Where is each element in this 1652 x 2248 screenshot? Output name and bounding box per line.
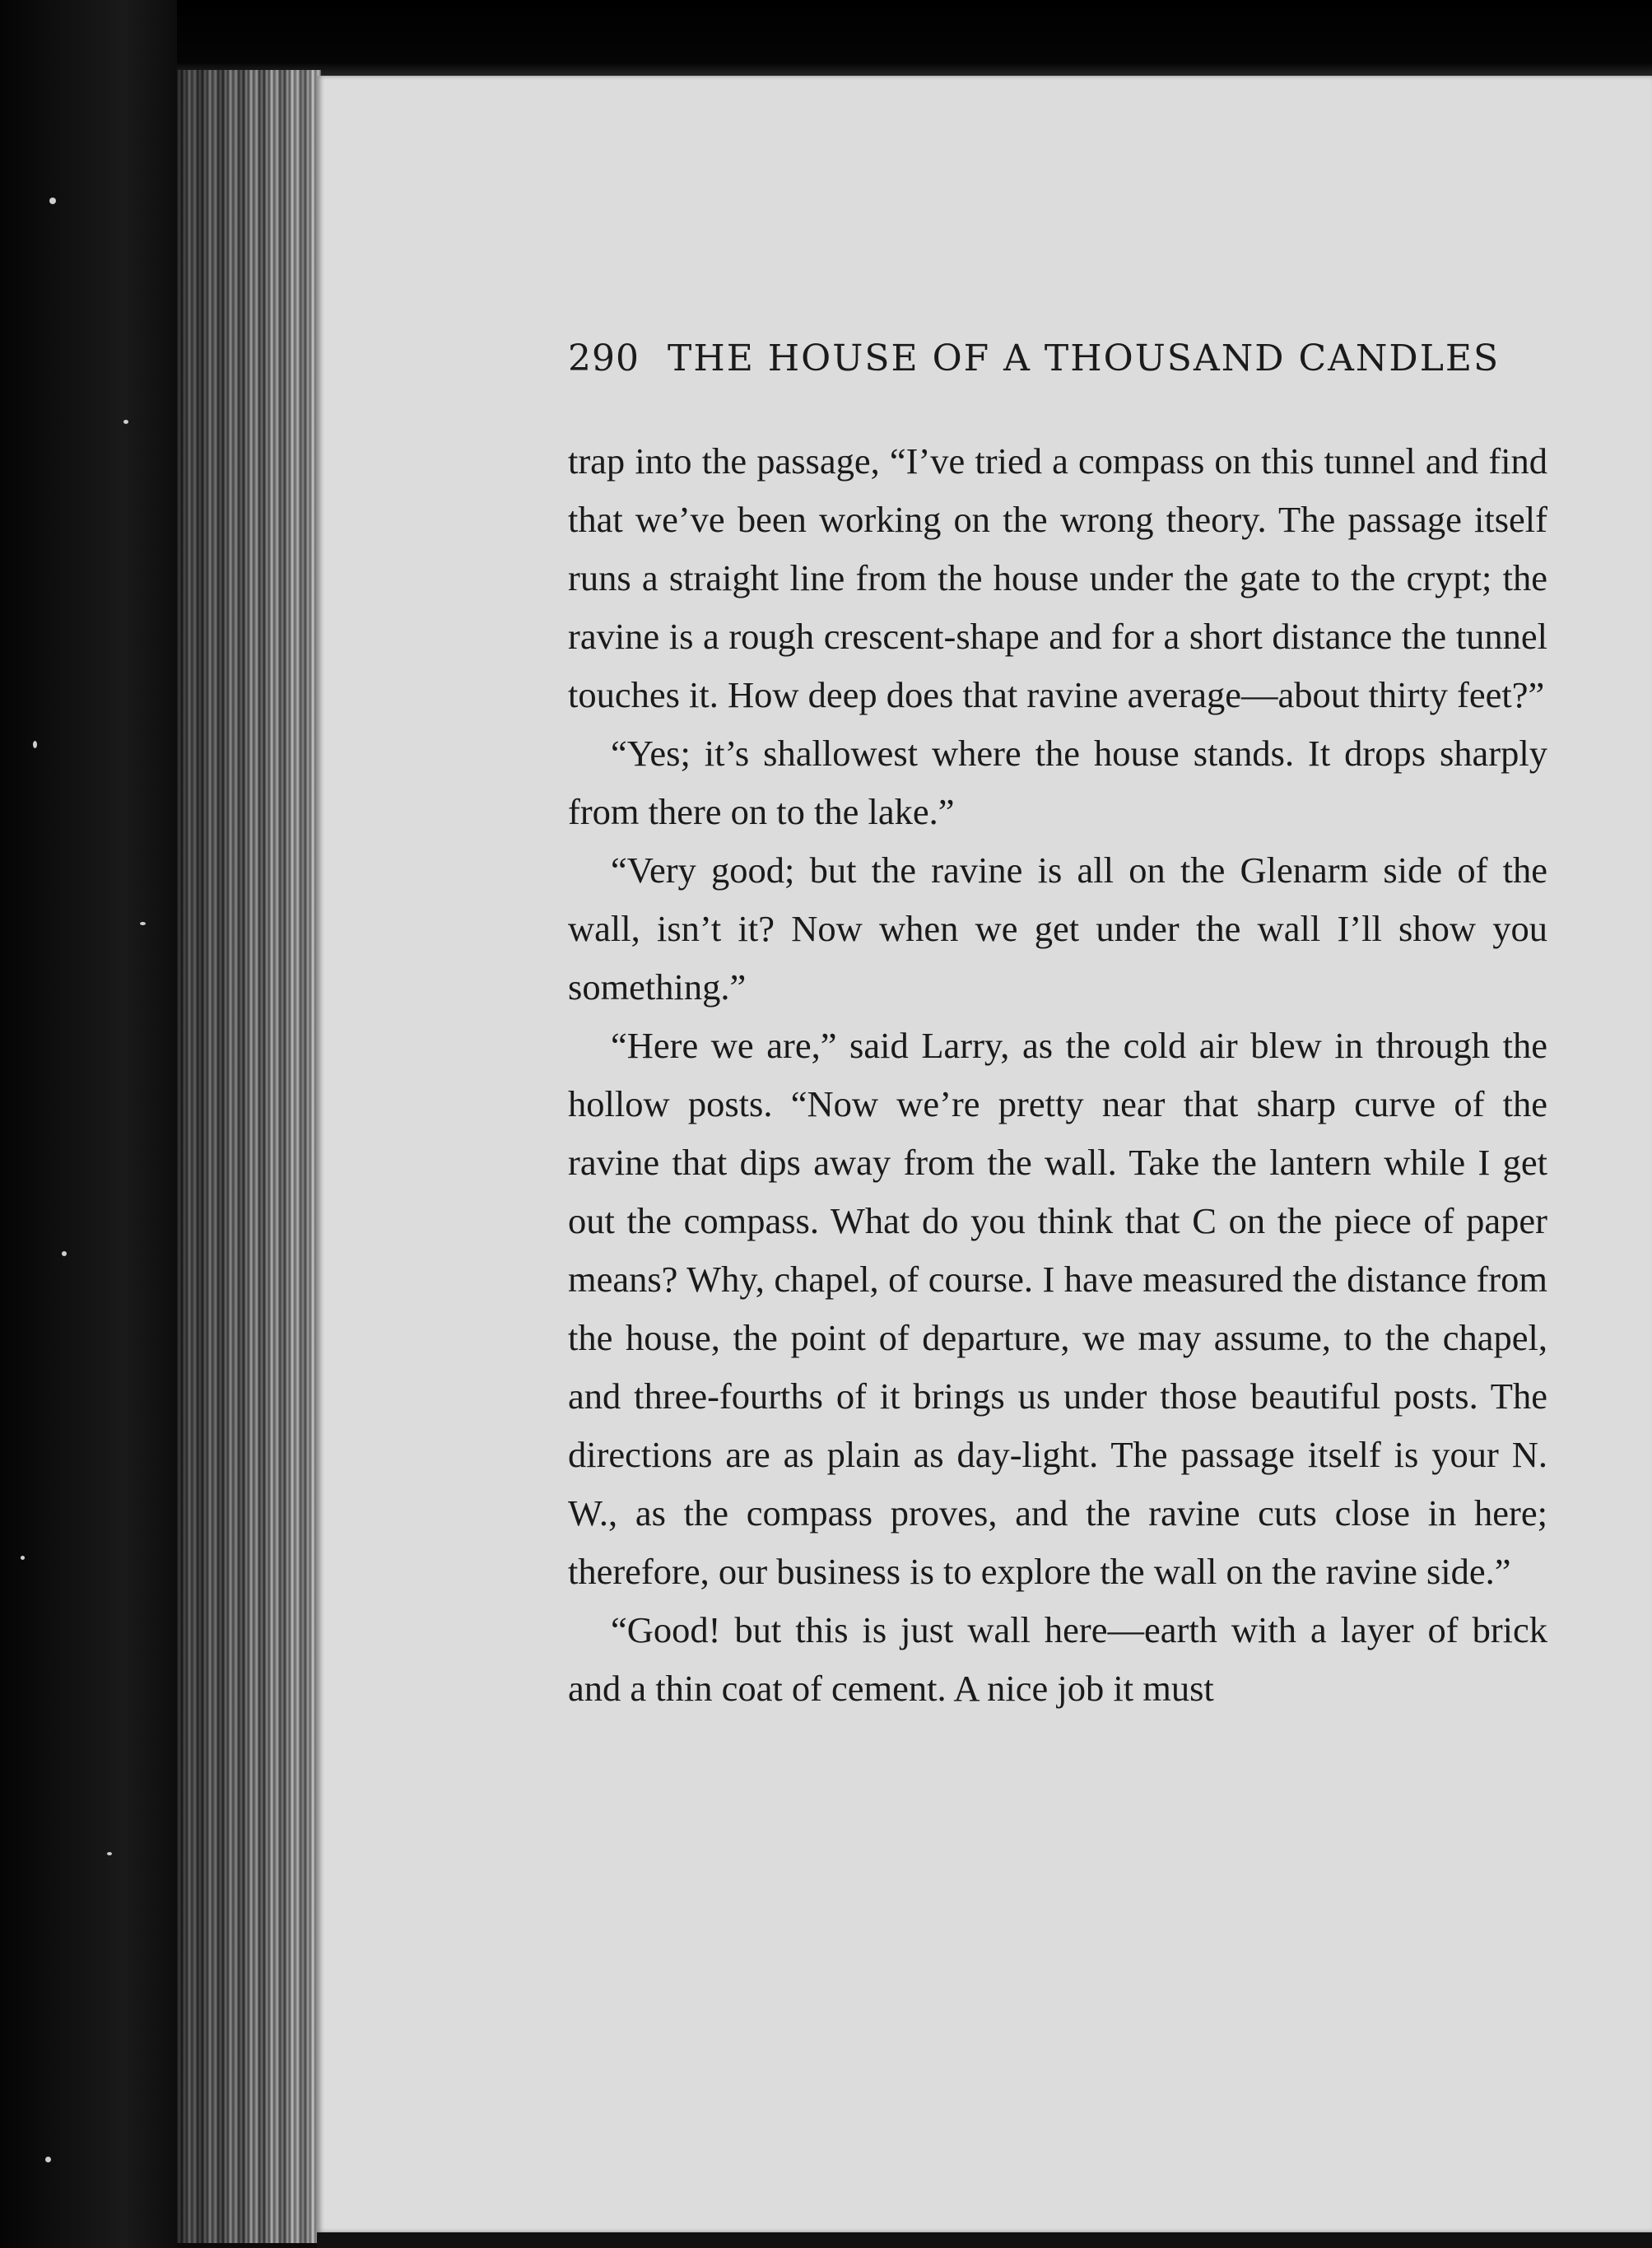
dust-speck <box>107 1852 112 1855</box>
paragraph: “Very good; but the ravine is all on the Glenarm side of the wall, isn’t it? Now when we get under the wall I’ll show you something.” <box>568 849 1547 1008</box>
paragraph: “Yes; it’s shallowest where the house stands. It drops sharply from there on to the lake.” <box>568 733 1547 832</box>
dust-speck <box>33 741 37 748</box>
dust-speck <box>140 922 146 925</box>
book-page-edges <box>177 70 321 2243</box>
dust-speck <box>45 2157 51 2162</box>
paragraph: trap into the passage, “I’ve tried a compass on this tunnel and find that we’ve been working on the wrong theory. The passage itself runs a straight line from the house under the gate to the crypt; the ravine is a rough crescent-shape and for a short distance the tunnel touches it. How deep does that ravine average—about thirty feet?” <box>568 440 1547 715</box>
dust-speck <box>49 198 56 204</box>
scan-left-margin <box>0 0 177 2248</box>
dust-speck <box>62 1251 67 1256</box>
body-text <box>568 432 1547 1718</box>
scan-bottom-border <box>317 2232 1652 2248</box>
running-head: THE HOUSE OF A THOUSAND CANDLES <box>667 337 1501 379</box>
dust-speck <box>123 420 128 424</box>
paragraph: “Here we are,” said Larry, as the cold air blew in through the hollow posts. “Now we’re pretty near that sharp curve of the ravine that dips away from the wall. Take the lantern while I get out the compass. What do you think that C on the piece of paper means? Why, chapel, of course. I have measured the distance from the house, the point of departure, we may assume, to the chapel, and three-fourths of it brings us under those beautiful posts. The directions are as plain as day-light. The passage itself is your N. W., as the compass proves, and the ravine cuts close in here; therefore, our business is to explore the wall on the ravine side.” <box>568 1025 1547 1592</box>
paragraph: “Good! but this is just wall here—earth with a layer of brick and a thin coat of cement. A nice job it must <box>568 1609 1547 1709</box>
scan-top-border <box>177 0 1652 78</box>
page-header <box>568 337 1547 379</box>
dust-speck <box>21 1556 25 1560</box>
page-number: 290 <box>568 337 640 379</box>
